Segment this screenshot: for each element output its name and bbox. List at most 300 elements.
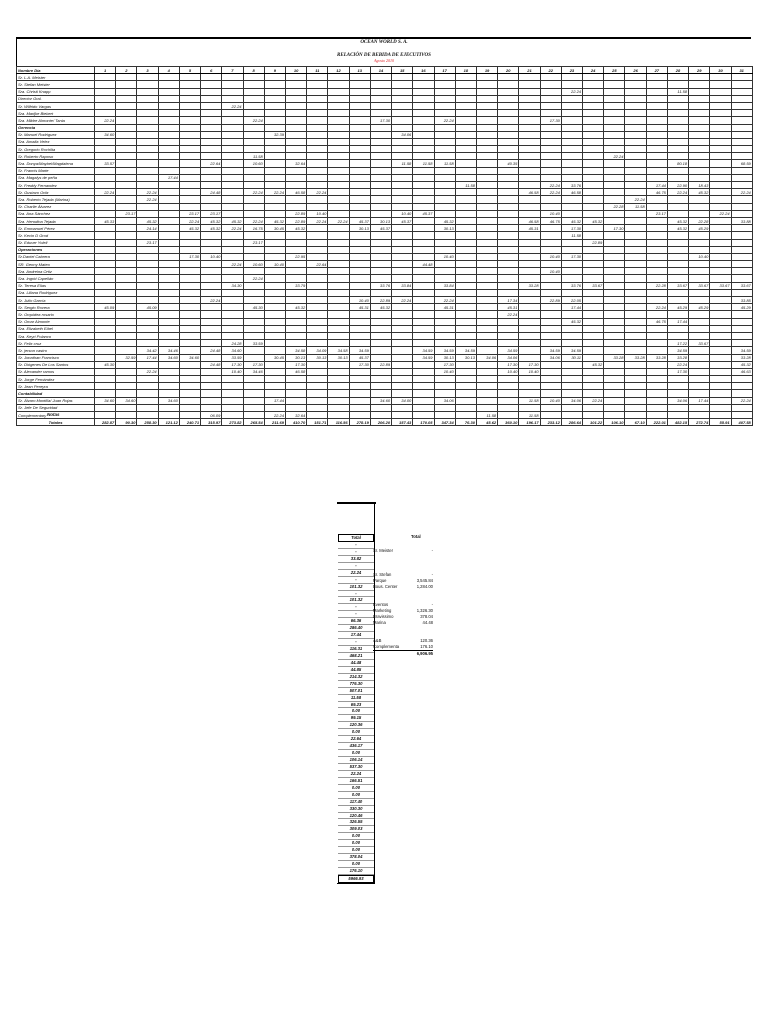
value-cell — [349, 239, 370, 246]
value-cell — [264, 203, 285, 210]
value-cell — [116, 146, 137, 153]
value-cell — [583, 376, 604, 383]
value-cell — [413, 117, 434, 124]
value-cell — [349, 146, 370, 153]
value-cell — [158, 146, 179, 153]
value-cell — [476, 217, 497, 224]
value-cell — [476, 332, 497, 339]
value-cell — [561, 138, 582, 145]
value-cell — [646, 404, 667, 411]
value-cell — [264, 146, 285, 153]
value-cell — [455, 95, 476, 102]
value-cell — [731, 340, 752, 347]
value-cell — [179, 311, 200, 318]
value-cell — [561, 261, 582, 268]
value-cell: 32.64 — [285, 160, 306, 167]
value-cell: 34.46 — [158, 347, 179, 354]
value-cell — [689, 368, 710, 375]
value-cell — [95, 74, 116, 81]
value-cell — [307, 304, 328, 311]
person-name-cell: Sr. Felix cruz — [17, 340, 95, 347]
value-cell: 22.24 — [179, 217, 200, 224]
value-cell — [307, 275, 328, 282]
person-name-cell: Sr. Omar Almonte — [17, 318, 95, 325]
value-cell — [179, 275, 200, 282]
value-cell: 34.42 — [137, 347, 158, 354]
value-cell — [370, 124, 391, 131]
value-cell — [137, 261, 158, 268]
value-cell: 45.30 — [243, 304, 264, 311]
value-cell — [625, 282, 646, 289]
value-cell: 45.31 — [498, 304, 519, 311]
table-row — [17, 361, 753, 368]
value-cell — [519, 340, 540, 347]
value-cell — [476, 347, 497, 354]
value-cell: 10.40 — [434, 368, 455, 375]
value-cell — [731, 311, 752, 318]
value-cell — [179, 124, 200, 131]
value-cell — [540, 232, 561, 239]
section-row — [17, 390, 753, 397]
value-cell — [158, 361, 179, 368]
value-cell — [455, 376, 476, 383]
value-cell: 46.75 — [540, 217, 561, 224]
lower-value-cell: 537.30 — [338, 764, 374, 771]
value-cell — [222, 246, 243, 253]
value-cell — [434, 289, 455, 296]
value-cell: 34.59 — [731, 347, 752, 354]
table-row — [17, 304, 753, 311]
person-name-cell: Sr. Álvaro Montilla/ Juan Rojas — [17, 397, 95, 404]
value-cell — [604, 117, 625, 124]
value-cell — [201, 74, 222, 81]
total-cell: 67.10 — [625, 419, 646, 426]
value-cell — [137, 376, 158, 383]
value-cell — [498, 376, 519, 383]
value-cell: 45.32 — [667, 217, 688, 224]
value-cell — [710, 95, 731, 102]
value-cell — [455, 167, 476, 174]
lower-value-cell: 468.21 — [338, 653, 374, 660]
value-cell — [561, 325, 582, 332]
value-cell — [328, 174, 349, 181]
value-cell — [667, 74, 688, 81]
value-cell — [519, 74, 540, 81]
value-cell — [264, 347, 285, 354]
value-cell — [710, 368, 731, 375]
value-cell — [731, 239, 752, 246]
value-cell — [243, 282, 264, 289]
value-cell — [710, 397, 731, 404]
value-cell: 30.45 — [264, 225, 285, 232]
value-cell — [264, 124, 285, 131]
value-cell — [307, 117, 328, 124]
day-column-header: 24 — [583, 67, 604, 74]
value-cell: 17.44 — [561, 304, 582, 311]
value-cell — [604, 146, 625, 153]
value-cell — [413, 361, 434, 368]
value-cell — [201, 110, 222, 117]
value-cell — [285, 203, 306, 210]
value-cell — [222, 95, 243, 102]
value-cell — [476, 174, 497, 181]
value-cell — [540, 124, 561, 131]
value-cell — [646, 368, 667, 375]
person-name-cell: SR. Genny Mateo — [17, 261, 95, 268]
value-cell — [561, 81, 582, 88]
value-cell: 22.24 — [710, 210, 731, 217]
value-cell — [413, 232, 434, 239]
value-cell — [349, 275, 370, 282]
value-cell — [583, 102, 604, 109]
value-cell — [95, 174, 116, 181]
value-cell — [285, 167, 306, 174]
table-row — [17, 347, 753, 354]
value-cell — [285, 239, 306, 246]
value-cell — [243, 318, 264, 325]
value-cell — [498, 412, 519, 419]
value-cell — [498, 174, 519, 181]
value-cell — [349, 88, 370, 95]
table-row — [17, 368, 753, 375]
value-cell: 34.60 — [158, 354, 179, 361]
value-cell — [328, 383, 349, 390]
value-cell — [158, 332, 179, 339]
person-name-cell: Sra. Keyri Polanco — [17, 332, 95, 339]
value-cell — [179, 232, 200, 239]
value-cell — [307, 297, 328, 304]
value-cell — [413, 131, 434, 138]
value-cell — [116, 261, 137, 268]
value-cell — [476, 397, 497, 404]
value-cell — [413, 376, 434, 383]
lower-value-cell: 120.36 — [338, 722, 374, 729]
value-cell — [583, 289, 604, 296]
value-cell — [455, 196, 476, 203]
value-cell — [519, 102, 540, 109]
value-cell — [519, 232, 540, 239]
value-cell — [179, 376, 200, 383]
value-cell — [561, 124, 582, 131]
value-cell — [392, 361, 413, 368]
person-name-cell: Sra. Donya/Maybel/Magdalena — [17, 160, 95, 167]
value-cell: 17.30 — [179, 253, 200, 260]
value-cell: 34.59 — [349, 347, 370, 354]
value-cell — [349, 124, 370, 131]
value-cell — [95, 167, 116, 174]
value-cell — [201, 167, 222, 174]
value-cell — [519, 289, 540, 296]
value-cell — [370, 318, 391, 325]
value-cell — [370, 196, 391, 203]
value-cell — [179, 325, 200, 332]
value-cell — [604, 347, 625, 354]
value-cell — [540, 282, 561, 289]
value-cell: 10.40 — [264, 261, 285, 268]
value-cell — [328, 138, 349, 145]
value-cell — [498, 325, 519, 332]
value-cell — [455, 289, 476, 296]
value-cell — [583, 81, 604, 88]
value-cell — [455, 138, 476, 145]
lower-value-cell: 330.30 — [338, 806, 374, 813]
section-row — [17, 246, 753, 253]
person-name-cell: Sra. Amalia Velez — [17, 138, 95, 145]
value-cell — [116, 160, 137, 167]
value-cell — [201, 102, 222, 109]
value-cell: 22.24 — [646, 304, 667, 311]
value-cell: 22.24 — [731, 397, 752, 404]
value-cell — [370, 376, 391, 383]
value-cell — [731, 332, 752, 339]
value-cell — [689, 318, 710, 325]
value-cell — [158, 138, 179, 145]
lower-value-cell: 0.00 — [338, 708, 374, 715]
value-cell — [498, 289, 519, 296]
value-cell — [455, 325, 476, 332]
value-cell — [604, 376, 625, 383]
person-name-cell: Sr. Julio García — [17, 297, 95, 304]
value-cell — [158, 376, 179, 383]
person-name-cell: Sr. Jean Pereyra — [17, 383, 95, 390]
value-cell — [243, 232, 264, 239]
value-cell: 34.30 — [222, 282, 243, 289]
value-cell — [370, 74, 391, 81]
value-cell — [179, 347, 200, 354]
value-cell — [519, 246, 540, 253]
value-cell — [583, 325, 604, 332]
value-cell — [519, 95, 540, 102]
value-cell — [95, 325, 116, 332]
value-cell — [201, 203, 222, 210]
value-cell — [328, 203, 349, 210]
value-cell — [498, 196, 519, 203]
value-cell — [328, 268, 349, 275]
value-cell — [731, 110, 752, 117]
value-cell — [264, 160, 285, 167]
value-cell — [455, 304, 476, 311]
value-cell — [667, 239, 688, 246]
value-cell — [158, 217, 179, 224]
value-cell — [413, 332, 434, 339]
value-cell — [349, 261, 370, 268]
value-cell: 45.32 — [264, 217, 285, 224]
value-cell — [540, 304, 561, 311]
value-cell — [561, 275, 582, 282]
value-cell — [201, 268, 222, 275]
value-cell — [137, 110, 158, 117]
value-cell — [413, 325, 434, 332]
value-cell — [370, 88, 391, 95]
day-column-header: 28 — [667, 67, 688, 74]
value-cell — [434, 210, 455, 217]
value-cell — [370, 203, 391, 210]
value-cell — [307, 203, 328, 210]
lower-value-cell: 378.04 — [338, 854, 374, 861]
value-cell — [583, 275, 604, 282]
value-cell — [370, 347, 391, 354]
value-cell — [243, 246, 264, 253]
value-cell — [370, 182, 391, 189]
person-name-cell: Sra. Herodina Tejada — [17, 217, 95, 224]
value-cell — [583, 390, 604, 397]
value-cell — [583, 117, 604, 124]
value-cell — [583, 174, 604, 181]
value-cell — [413, 102, 434, 109]
value-cell — [476, 340, 497, 347]
value-cell: 33.88 — [731, 217, 752, 224]
value-cell — [222, 117, 243, 124]
value-cell — [731, 196, 752, 203]
value-cell — [731, 74, 752, 81]
value-cell — [540, 239, 561, 246]
value-cell: 17.30 — [349, 361, 370, 368]
summary-value: - — [431, 572, 433, 577]
day-column-header: 20 — [498, 67, 519, 74]
value-cell — [519, 160, 540, 167]
value-cell — [222, 311, 243, 318]
value-cell — [583, 368, 604, 375]
value-cell: 45.32 — [667, 225, 688, 232]
value-cell — [137, 361, 158, 368]
value-cell — [285, 88, 306, 95]
value-cell — [201, 81, 222, 88]
value-cell — [222, 376, 243, 383]
value-cell — [116, 138, 137, 145]
value-cell: 45.32 — [689, 189, 710, 196]
value-cell — [519, 261, 540, 268]
value-cell — [158, 311, 179, 318]
value-cell — [476, 182, 497, 189]
value-cell — [540, 246, 561, 253]
person-name-cell: Sra. Marijke Biebert — [17, 110, 95, 117]
lower-value-cell: 101.32 — [338, 584, 374, 591]
value-cell — [307, 138, 328, 145]
value-cell — [710, 332, 731, 339]
value-cell — [285, 102, 306, 109]
value-cell — [604, 232, 625, 239]
value-cell — [158, 289, 179, 296]
value-cell — [667, 102, 688, 109]
lower-value-cell: 33.82 — [338, 556, 374, 563]
value-cell — [95, 282, 116, 289]
value-cell — [307, 153, 328, 160]
value-cell — [158, 88, 179, 95]
value-cell — [328, 397, 349, 404]
value-cell — [137, 289, 158, 296]
value-cell — [646, 232, 667, 239]
value-cell — [561, 361, 582, 368]
value-cell — [413, 368, 434, 375]
summary-value: 176.10 — [420, 644, 433, 649]
value-cell — [116, 332, 137, 339]
value-cell — [455, 110, 476, 117]
table-row — [17, 146, 753, 153]
person-name-cell: Sr. Stefan Meister — [17, 81, 95, 88]
value-cell — [307, 332, 328, 339]
value-cell — [116, 153, 137, 160]
value-cell: 11.58 — [392, 160, 413, 167]
value-cell — [413, 246, 434, 253]
value-cell — [434, 318, 455, 325]
value-cell — [222, 124, 243, 131]
value-cell — [604, 268, 625, 275]
value-cell — [540, 289, 561, 296]
section-row — [17, 124, 753, 131]
value-cell — [179, 174, 200, 181]
value-cell — [243, 138, 264, 145]
value-cell — [625, 390, 646, 397]
value-cell — [179, 196, 200, 203]
value-cell: 33.67 — [689, 340, 710, 347]
value-cell — [179, 304, 200, 311]
value-cell — [328, 88, 349, 95]
value-cell — [540, 131, 561, 138]
value-cell — [370, 404, 391, 411]
value-cell — [731, 325, 752, 332]
value-cell — [476, 361, 497, 368]
value-cell: 22.89 — [370, 297, 391, 304]
value-cell — [731, 182, 752, 189]
value-cell: 22.24 — [328, 217, 349, 224]
value-cell: 17.30 — [370, 117, 391, 124]
value-cell: 23.17 — [179, 210, 200, 217]
value-cell — [349, 311, 370, 318]
value-cell — [604, 297, 625, 304]
value-cell — [137, 412, 158, 419]
value-cell: 32.64 — [285, 412, 306, 419]
value-cell — [370, 210, 391, 217]
value-cell — [455, 340, 476, 347]
value-cell — [328, 340, 349, 347]
value-cell — [137, 383, 158, 390]
value-cell — [625, 117, 646, 124]
value-cell: 22.28 — [646, 282, 667, 289]
value-cell: 34.58 — [285, 347, 306, 354]
value-cell — [349, 390, 370, 397]
value-cell — [498, 167, 519, 174]
lower-value-cell: 0.00 — [338, 861, 374, 868]
value-cell — [179, 95, 200, 102]
table-row — [17, 318, 753, 325]
value-cell — [604, 253, 625, 260]
total-cell: 360.10 — [498, 419, 519, 426]
value-cell — [243, 325, 264, 332]
day-column-header: 13 — [349, 67, 370, 74]
value-cell — [561, 268, 582, 275]
value-cell — [646, 268, 667, 275]
value-cell — [710, 361, 731, 368]
value-cell — [604, 81, 625, 88]
value-cell — [689, 174, 710, 181]
value-cell — [561, 203, 582, 210]
value-cell — [625, 412, 646, 419]
value-cell — [498, 225, 519, 232]
value-cell — [731, 225, 752, 232]
value-cell — [519, 167, 540, 174]
value-cell — [561, 196, 582, 203]
total-cell: 211.69 — [264, 419, 285, 426]
value-cell — [689, 210, 710, 217]
value-cell: 11.58 — [413, 160, 434, 167]
value-cell: 33.84 — [434, 282, 455, 289]
value-cell — [349, 81, 370, 88]
value-cell — [540, 311, 561, 318]
value-cell — [498, 232, 519, 239]
value-cell — [222, 196, 243, 203]
value-cell: 24.14 — [137, 225, 158, 232]
value-cell — [519, 325, 540, 332]
